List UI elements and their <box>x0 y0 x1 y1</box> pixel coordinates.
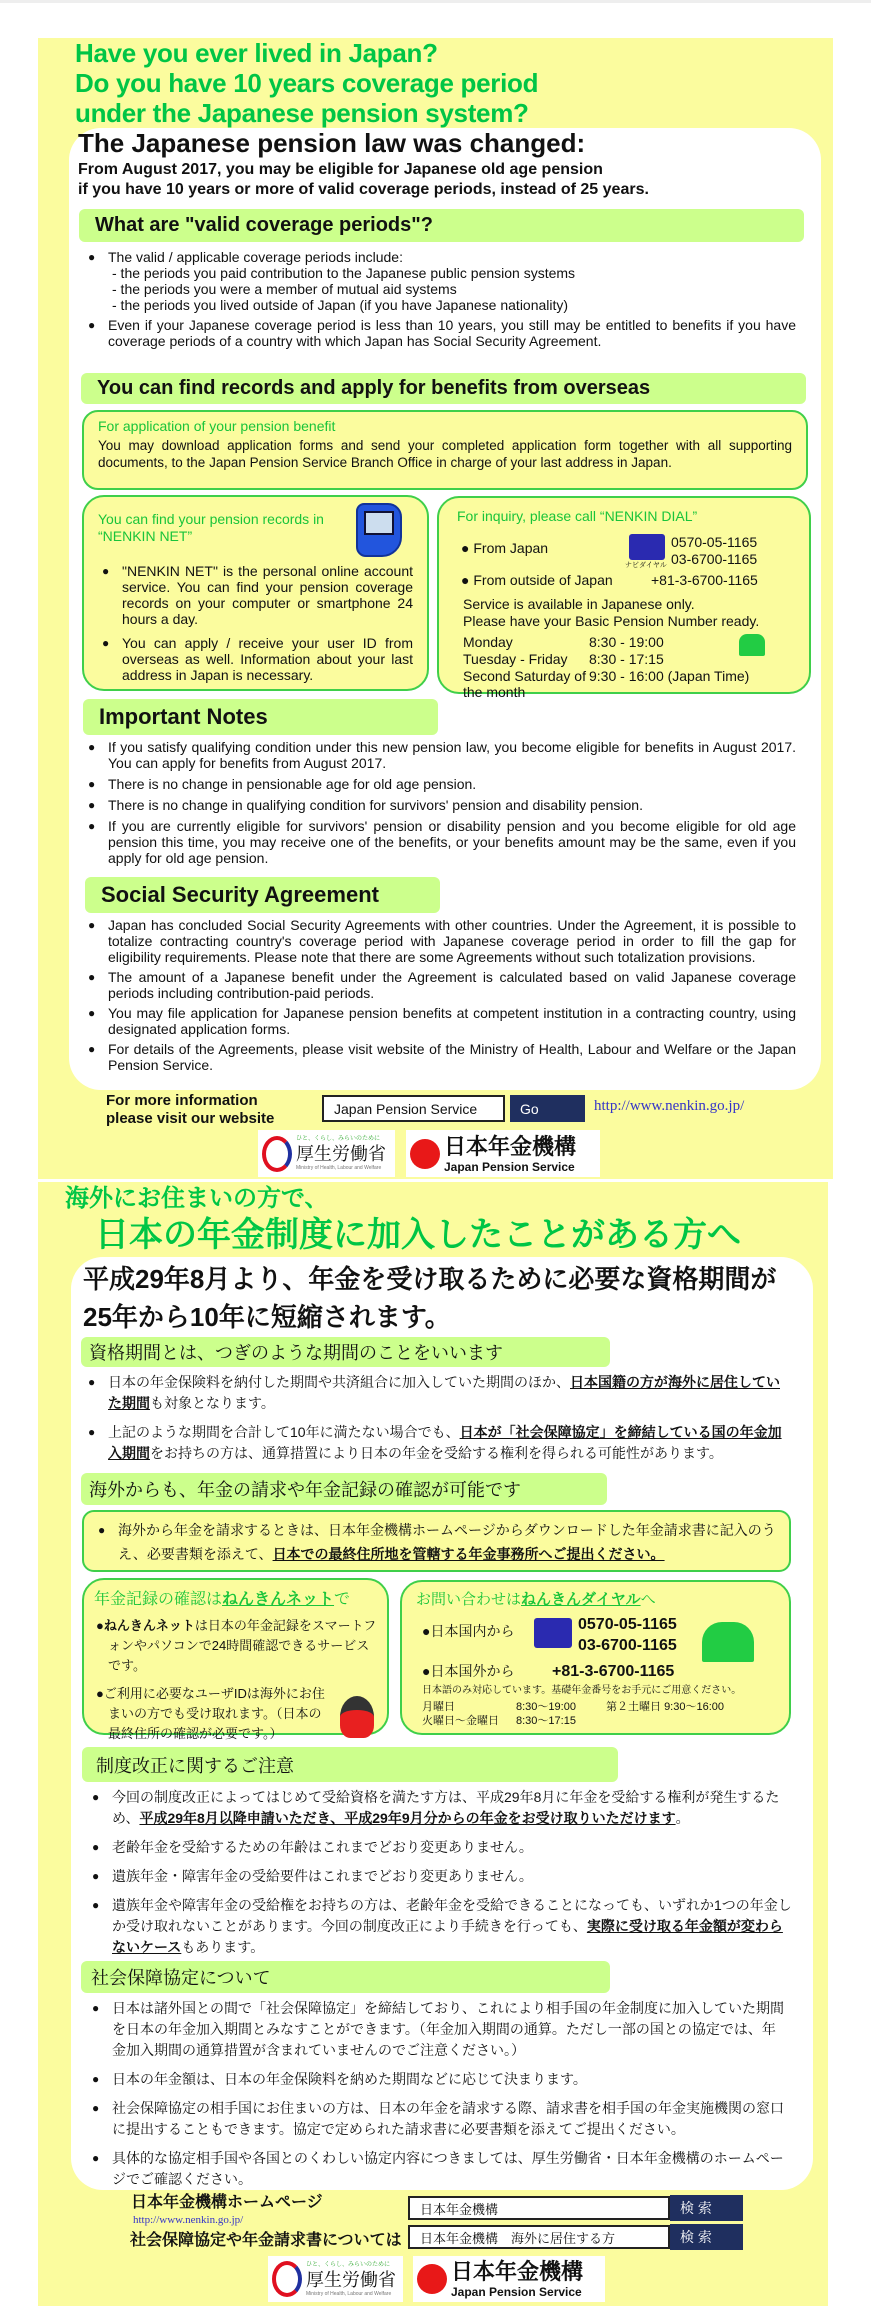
jp-page-title <box>83 1260 776 1336</box>
from-japan-label: ●日本国内から <box>422 1623 515 1639</box>
box-title: For inquiry, please call “NENKIN DIAL” <box>457 508 698 524</box>
label-text: 日本国外から <box>430 1663 515 1679</box>
more-info-label <box>106 1092 274 1128</box>
text-segment: をお持ちの方は、通算措置により日本の年金を受給する権利を得られる可能性があります。 <box>150 1445 723 1461</box>
mhlw-emblem-icon <box>272 2261 302 2297</box>
jp-nenkin-dial-box <box>400 1580 791 1735</box>
service-note <box>463 596 759 630</box>
list-item: ● "NENKIN NET" is the personal online account service. You can find your pension coverage records on your computer or smartphone 24 hours a day. <box>98 563 413 627</box>
mascot-icon <box>340 1696 374 1738</box>
list-item: ● For details of the Agreements, please visit website of the Ministry of Health, Labour and Welfare or the Japan Pension Service. <box>84 1041 796 1073</box>
section-heading-ssa: Social Security Agreement <box>85 877 440 913</box>
list-item: ● The amount of a Japanese benefit under the Agreement is calculated based on valid Japanese coverage periods including contribution-paid periods. <box>84 969 796 1001</box>
navi-dial-icon <box>534 1618 572 1648</box>
computer-icon <box>356 503 402 557</box>
jps-logo <box>406 1130 600 1177</box>
sub-item: - the periods you paid contribution to the Japanese public pension systems <box>112 265 576 281</box>
box-text: You may download application forms and send your completed application form together with all supporting documents, to the Japan Pension Service Branch Office in charge of your last address in Japan. <box>98 438 792 470</box>
text-segment: 社会保障協定の相手国にお住まいの方は、日本の年金を請求する際、請求書を相手国の年金実施機関の窓口に提出することもできます。協定で定められた請求書に必要書類を添えてご提出ください。 <box>112 2100 784 2137</box>
item-text <box>104 1686 325 1741</box>
phone-number: 0570-05-1165 <box>671 534 758 550</box>
emphasized-text: ねんきんダイヤル <box>521 1591 641 1608</box>
list-item: ● Even if your Japanese coverage period is less than 10 years, you still may be entitled to benefits if you have coverage periods of a country with which Japan has Social Security Agreement. <box>84 317 796 349</box>
section-heading-important-notes: Important Notes <box>83 699 438 735</box>
hours-row <box>422 1714 724 1728</box>
jp-headline-line: 日本の年金制度に加入したことがある方へ <box>95 1216 741 1254</box>
text-segment: 老齢年金を受給するための年齢はこれまでどおり変更ありません。 <box>112 1839 533 1855</box>
logo-tag: ひと、くらし、みらいのために <box>306 2261 391 2268</box>
service-note: 日本語のみ対応しています。基礎年金番号をお手元にご用意ください。 <box>422 1685 742 1696</box>
list-item <box>88 2069 788 2090</box>
logo-text: 日本年金機構 <box>451 2259 584 2284</box>
hours-row <box>463 651 749 668</box>
list-item: ●ねんきんネットは日本の年金記録をスマートフォンやパソコンで24時間確認できるサービスです。 <box>96 1618 377 1673</box>
text-segment: 上記のような期間を合計して10年に満たない場合でも、 <box>108 1424 460 1440</box>
page-subtitle <box>78 160 649 200</box>
list-item: ● If you are currently eligible for survivors' pension or disability pension and you become eligible for old age pension this time, you may receive one of the benefits, or your benefits amount may be the same, even if you apply for old age pension. <box>84 818 796 866</box>
list-item: ● You may file application for Japanese pension benefits at competent institution in a contracting country, using designated application forms. <box>84 1005 796 1037</box>
list-item <box>88 2148 788 2190</box>
japan-phone-numbers <box>578 1614 677 1656</box>
list-item <box>88 1866 793 1887</box>
label-line: For more information <box>106 1092 258 1109</box>
note-line: Please have your Basic Pension Number ready. <box>463 613 760 629</box>
jp-ssa-label: 社会保障協定や年金請求書については <box>130 2232 402 2249</box>
title-line: 平成29年8月より、年金を受け取るために必要な資格期間が <box>83 1264 777 1294</box>
hours-table <box>422 1700 724 1728</box>
label-text: From outside of Japan <box>473 572 613 588</box>
text-segment: 今回の制度改正によってはじめて受給資格を満たす方は、平成29年8月に年金を受給する権利が発生するため、 <box>112 1789 780 1826</box>
emphasized-text: ねんきんネット <box>222 1591 335 1608</box>
text-segment: 日本の年金保険料を納付した期間や共済組合に加入していた期間のほか、 <box>108 1374 570 1390</box>
box-title: For application of your pension benefit <box>98 418 336 434</box>
text-segment: 具体的な協定相手国や各国とのくわしい協定内容につきましては、厚生労働省・日本年金機構のホームページでご確認ください。 <box>112 2150 784 2187</box>
jp-ssa-list <box>88 1998 788 2190</box>
text-segment: 海外から年金を請求するときは、日本年金機構ホームページからダウンロードした年金請求書に記入のうえ、必要書類を添えて、 <box>118 1522 776 1562</box>
item-text: The valid / applicable coverage periods include: <box>108 249 403 265</box>
text-segment: は日本の年金記録をスマートフォンやパソコンで24時間確認できるサービスです。 <box>108 1618 377 1673</box>
jp-section-heading-overseas: 海外からも、年金の請求や年金記録の確認が可能です <box>81 1473 607 1505</box>
list-item <box>88 1787 793 1829</box>
phone-number: +81-3-6700-1165 <box>651 572 758 588</box>
nenkin-net-list <box>98 563 413 683</box>
text-segment: 遺族年金や障害年金の受給権をお持ちの方は、老齢年金を受給できることになっても、いずれか1つの年金しか受け取れないことがあります。今回の制度改正により手続きを行っても、 <box>112 1897 792 1934</box>
emphasized-text: 平成29年8月以降申請いただき、平成29年9月分からの年金をお受け取りいただけます <box>139 1810 676 1826</box>
top-border <box>0 0 871 3</box>
label-line: please visit our website <box>106 1110 275 1127</box>
hours-row <box>463 634 749 651</box>
hours-row <box>463 668 749 700</box>
jp-notes-list <box>88 1787 793 1958</box>
jp-valid-list <box>84 1372 784 1464</box>
emphasized-text: 日本での最終住所地を管轄する年金事務所へご提出ください。 <box>272 1546 665 1562</box>
emphasized-text: 実際に受け取る年金額が変わらないケース <box>112 1918 783 1955</box>
text-segment: お問い合わせは <box>416 1591 522 1608</box>
text-segment: 年金記録の確認は <box>94 1591 223 1608</box>
box-title <box>416 1590 775 1609</box>
page-title: The Japanese pension law was changed: <box>78 128 586 158</box>
mhlw-logo <box>268 2256 403 2302</box>
jp-search-button-2[interactable]: 検 索 <box>670 2224 743 2250</box>
logo-text: 日本年金機構 <box>444 1133 577 1159</box>
sub-item: - the periods you lived outside of Japan (if you have Japanese nationality) <box>112 297 569 313</box>
phone-number: 03-6700-1165 <box>671 551 758 567</box>
list-item <box>84 1422 784 1464</box>
navi-dial-icon <box>629 534 665 560</box>
application-box <box>82 410 808 490</box>
nenkin-net-box <box>82 495 429 691</box>
jp-search-input-1[interactable]: 日本年金機構 <box>408 2196 670 2220</box>
jp-website-link[interactable]: http://www.nenkin.go.jp/ <box>133 2214 244 2226</box>
jps-logo <box>413 2256 605 2302</box>
headline-line: Have you ever lived in Japan? <box>75 38 438 68</box>
list-item: ● Japan has concluded Social Security Agreements with other countries. Under the Agreement, it is possible to totalize contracting country's coverage period with Japanese coverage period in order to fill the gap for eligibility requirements. Please note that there are some Agreements without such totalization provisions. <box>84 917 796 965</box>
logo-text: 厚生労働省 <box>306 2269 396 2290</box>
phone-number: +81-3-6700-1165 <box>552 1663 675 1680</box>
jp-search-input-2[interactable]: 日本年金機構 海外に居住する方 <box>408 2225 670 2249</box>
list-item: ● You can apply / receive your user ID from overseas as well. Information about your last address in Japan is necessary. <box>98 635 413 683</box>
text-segment: もあります。 <box>181 1939 265 1955</box>
subtitle-line: From August 2017, you may be eligible for Japanese old age pension <box>78 161 603 178</box>
jp-application-box <box>82 1510 791 1572</box>
logo-subtext: Japan Pension Service <box>444 1159 575 1174</box>
logo-subtext: Ministry of Health, Labour and Welfare <box>306 2290 392 2297</box>
label-text: From Japan <box>473 540 549 556</box>
day: 第２土曜日 <box>606 1701 661 1713</box>
website-link[interactable]: http://www.nenkin.go.jp/ <box>594 1098 745 1114</box>
time: 9:30 - 16:00 (Japan Time) <box>589 668 750 684</box>
phone-number: 03-6700-1165 <box>578 1637 677 1654</box>
jp-homepage-label: 日本年金機構ホームページ <box>131 2194 323 2211</box>
jp-section-heading-notes: 制度改正に関するご注意 <box>82 1747 618 1782</box>
text-segment: も対象となります。 <box>150 1395 275 1411</box>
time: 9:30～16:00 <box>664 1701 724 1713</box>
list-item <box>84 1372 784 1414</box>
text-segment: 日本は諸外国との間で「社会保障協定」を締結しており、これにより相手国の年金制度に加入していた期間を日本の年金加入期間とみなすことができます。（年金加入期間の通算。ただし一部の国との協定では、年金加入期間の通算措置が含まれていませんのでご注意ください。） <box>112 2000 784 2058</box>
time: 8:30～19:00 <box>516 1701 576 1713</box>
hours-table <box>463 634 749 700</box>
phone-number: 0570-05-1165 <box>578 1616 677 1633</box>
jp-section-heading-valid: 資格期間とは、つぎのような期間のことをいいます <box>81 1337 610 1367</box>
logo-text: 厚生労働省 <box>296 1144 386 1164</box>
japan-phone-numbers <box>671 534 757 568</box>
search-input[interactable]: Japan Pension Service <box>322 1095 505 1122</box>
logo-subtext: Japan Pension Service <box>451 2285 582 2299</box>
text-segment: へ <box>640 1591 656 1608</box>
from-outside-label: ● From outside of Japan <box>461 572 613 588</box>
nenkin-dial-box <box>437 496 811 700</box>
list-item: ● There is no change in qualifying condition for survivors' pension and disability pension. <box>84 797 796 813</box>
list-item <box>88 1895 793 1958</box>
telephone-icon <box>702 1622 754 1662</box>
jp-section-heading-ssa: 社会保障協定について <box>81 1961 610 1993</box>
jp-search-button-1[interactable]: 検 索 <box>670 2195 743 2221</box>
text-segment: で <box>334 1591 351 1608</box>
emphasized-text: 日本が「社会保障協定」を締結している国の年金加入期間 <box>108 1424 782 1461</box>
day: Tuesday - Friday <box>463 651 568 667</box>
valid-periods-list <box>84 249 796 349</box>
time: 8:30 - 17:15 <box>589 651 664 667</box>
logo-subtext: Ministry of Health, Labour and Welfare <box>296 1165 382 1171</box>
list-item <box>88 1998 788 2061</box>
text-segment: 。 <box>675 1810 690 1826</box>
mhlw-logo <box>258 1130 395 1177</box>
list-item <box>88 2098 788 2140</box>
from-japan-label: ● From Japan <box>461 540 549 556</box>
day: 月曜日 <box>422 1701 455 1713</box>
list-item <box>94 1518 779 1566</box>
box-title <box>94 1590 377 1610</box>
jp-headline-line: 海外にお住まいの方で、 <box>65 1185 329 1212</box>
from-outside-label: ●日本国外から <box>422 1663 515 1679</box>
mhlw-emblem-icon <box>262 1136 292 1172</box>
list-item: ● There is no change in pensionable age for old age pension. <box>84 776 796 792</box>
day: 火曜日～金曜日 <box>422 1715 499 1727</box>
note-line: Service is available in Japanese only. <box>463 596 695 612</box>
list-item <box>88 1837 793 1858</box>
emphasized-text: 日本国籍の方が海外に居住していた期間 <box>108 1374 780 1411</box>
day: Monday <box>463 634 513 650</box>
section-heading-valid-periods: What are "valid coverage periods"? <box>79 209 804 242</box>
important-notes-list <box>84 739 796 866</box>
subtitle-line: if you have 10 years or more of valid coverage periods, instead of 25 years. <box>78 181 649 198</box>
time: 8:30～17:15 <box>516 1715 576 1727</box>
logo-tag: ひと、くらし、みらいのために <box>296 1136 381 1142</box>
headline-line: under the Japanese pension system? <box>75 98 529 128</box>
list-item: ● If you satisfy qualifying condition under this new pension law, you become eligible for benefits in August 2017. You can apply for benefits from August 2017. <box>84 739 796 771</box>
ssa-list <box>84 917 796 1073</box>
sub-item: - the periods you were a member of mutual aid systems <box>112 281 457 297</box>
jps-emblem-icon <box>417 2264 447 2294</box>
item-text <box>104 1618 376 1673</box>
jps-emblem-icon <box>410 1139 440 1169</box>
list-item <box>84 249 796 313</box>
time: 8:30 - 19:00 <box>589 634 664 650</box>
hours-row <box>422 1700 724 1714</box>
box-title: You can find your pension records in “NENKIN NET” <box>98 511 324 544</box>
text-segment: ねんきんネット <box>103 1618 195 1633</box>
label-text: 日本国内から <box>430 1623 515 1639</box>
headline-line: Do you have 10 years coverage period <box>75 68 539 98</box>
text-segment: ご利用に必要なユーザIDは海外にお住まいの方でも受け取れます。（日本の最終住所の確認が必要です。） <box>103 1686 325 1741</box>
navi-dial-label: ナビダイヤル <box>625 562 667 569</box>
day: Second Saturday of the month <box>463 668 586 700</box>
go-button[interactable]: Go <box>510 1095 585 1122</box>
english-headline <box>75 38 538 128</box>
list-item: ●ご利用に必要なユーザIDは海外にお住まいの方でも受け取れます。（日本の最終住所の確認が必要です。） <box>96 1686 325 1741</box>
title-line: 25年から10年に短縮されます。 <box>83 1302 451 1332</box>
section-heading-overseas: You can find records and apply for benefits from overseas <box>81 373 806 404</box>
text-segment: 日本の年金額は、日本の年金保険料を納めた期間などに応じて決まります。 <box>112 2071 587 2087</box>
text-segment: 遺族年金・障害年金の受給要件はこれまでどおり変更ありません。 <box>112 1868 533 1884</box>
